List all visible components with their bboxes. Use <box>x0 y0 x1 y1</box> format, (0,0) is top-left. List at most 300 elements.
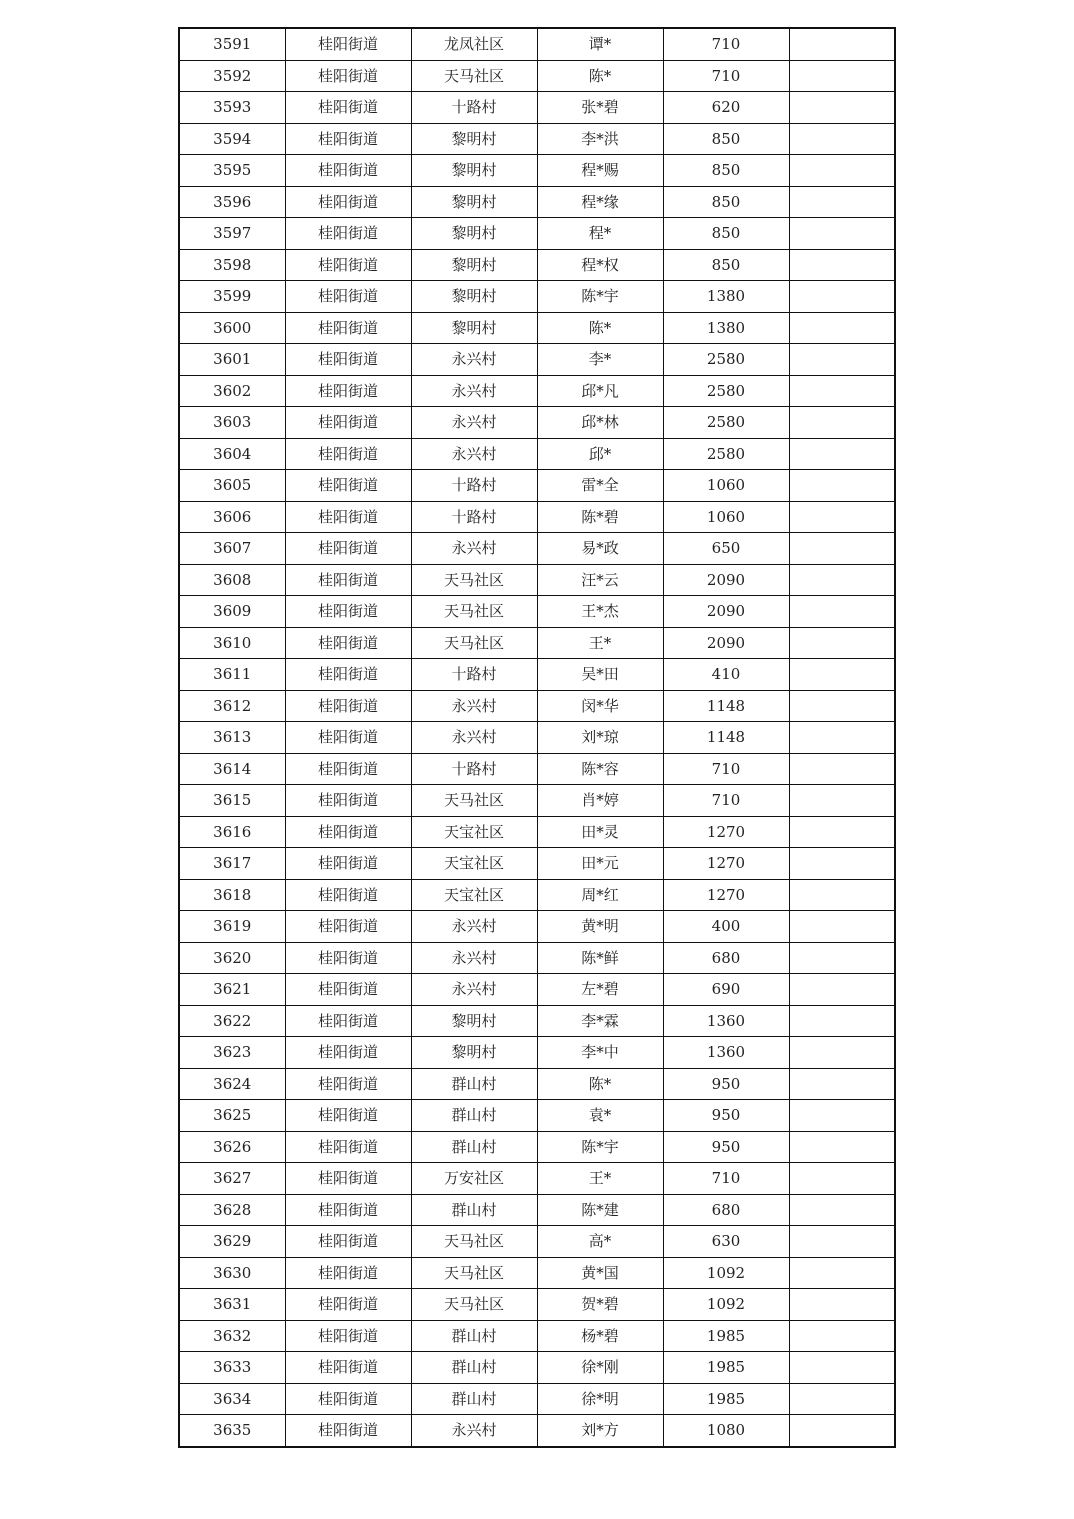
serial-number-cell: 3613 <box>179 722 285 754</box>
serial-number-cell: 3633 <box>179 1352 285 1384</box>
amount-cell: 1380 <box>663 281 789 313</box>
person-name-cell: 刘*方 <box>537 1415 663 1447</box>
street-cell: 桂阳街道 <box>285 816 411 848</box>
street-cell: 桂阳街道 <box>285 60 411 92</box>
street-cell: 桂阳街道 <box>285 375 411 407</box>
amount-cell: 710 <box>663 785 789 817</box>
amount-cell: 1985 <box>663 1320 789 1352</box>
remark-cell <box>789 501 895 533</box>
table-row <box>179 785 895 817</box>
remark-cell <box>789 1257 895 1289</box>
person-name-cell: 周*红 <box>537 879 663 911</box>
community-cell: 黎明村 <box>411 312 537 344</box>
amount-cell: 1270 <box>663 816 789 848</box>
remark-cell <box>789 375 895 407</box>
remark-cell <box>789 249 895 281</box>
table-row <box>179 1320 895 1352</box>
person-name-cell: 田*灵 <box>537 816 663 848</box>
street-cell: 桂阳街道 <box>285 1226 411 1258</box>
remark-cell <box>789 1068 895 1100</box>
street-cell: 桂阳街道 <box>285 1005 411 1037</box>
community-cell: 永兴村 <box>411 1415 537 1447</box>
person-name-cell: 左*碧 <box>537 974 663 1006</box>
amount-cell: 650 <box>663 533 789 565</box>
table-row <box>179 596 895 628</box>
serial-number-cell: 3600 <box>179 312 285 344</box>
serial-number-cell: 3604 <box>179 438 285 470</box>
amount-cell: 850 <box>663 218 789 250</box>
serial-number-cell: 3616 <box>179 816 285 848</box>
serial-number-cell: 3611 <box>179 659 285 691</box>
community-cell: 十路村 <box>411 659 537 691</box>
community-cell: 黎明村 <box>411 123 537 155</box>
table-row <box>179 564 895 596</box>
table-row <box>179 1226 895 1258</box>
community-cell: 群山村 <box>411 1100 537 1132</box>
street-cell: 桂阳街道 <box>285 1415 411 1447</box>
table-row <box>179 627 895 659</box>
community-cell: 永兴村 <box>411 407 537 439</box>
person-name-cell: 程* <box>537 218 663 250</box>
street-cell: 桂阳街道 <box>285 249 411 281</box>
street-cell: 桂阳街道 <box>285 1163 411 1195</box>
remark-cell <box>789 974 895 1006</box>
serial-number-cell: 3603 <box>179 407 285 439</box>
serial-number-cell: 3593 <box>179 92 285 124</box>
amount-cell: 950 <box>663 1131 789 1163</box>
community-cell: 黎明村 <box>411 1005 537 1037</box>
community-cell: 天马社区 <box>411 564 537 596</box>
community-cell: 群山村 <box>411 1383 537 1415</box>
street-cell: 桂阳街道 <box>285 753 411 785</box>
table-row <box>179 533 895 565</box>
serial-number-cell: 3620 <box>179 942 285 974</box>
serial-number-cell: 3629 <box>179 1226 285 1258</box>
amount-cell: 2580 <box>663 344 789 376</box>
amount-cell: 2090 <box>663 627 789 659</box>
table-row <box>179 659 895 691</box>
street-cell: 桂阳街道 <box>285 785 411 817</box>
person-name-cell: 陈*碧 <box>537 501 663 533</box>
serial-number-cell: 3632 <box>179 1320 285 1352</box>
person-name-cell: 肖*婷 <box>537 785 663 817</box>
community-cell: 黎明村 <box>411 281 537 313</box>
table-row <box>179 1068 895 1100</box>
community-cell: 天马社区 <box>411 627 537 659</box>
remark-cell <box>789 816 895 848</box>
serial-number-cell: 3592 <box>179 60 285 92</box>
amount-cell: 1080 <box>663 1415 789 1447</box>
person-name-cell: 陈*宇 <box>537 1131 663 1163</box>
table-row <box>179 974 895 1006</box>
table-row <box>179 218 895 250</box>
community-cell: 十路村 <box>411 501 537 533</box>
table-row <box>179 911 895 943</box>
amount-cell: 680 <box>663 942 789 974</box>
amount-cell: 680 <box>663 1194 789 1226</box>
person-name-cell: 程*权 <box>537 249 663 281</box>
serial-number-cell: 3619 <box>179 911 285 943</box>
amount-cell: 2090 <box>663 596 789 628</box>
remark-cell <box>789 1226 895 1258</box>
amount-cell: 850 <box>663 155 789 187</box>
person-name-cell: 陈*鲜 <box>537 942 663 974</box>
serial-number-cell: 3617 <box>179 848 285 880</box>
community-cell: 十路村 <box>411 753 537 785</box>
table-row <box>179 722 895 754</box>
table-row <box>179 186 895 218</box>
person-name-cell: 李*霖 <box>537 1005 663 1037</box>
community-cell: 天马社区 <box>411 60 537 92</box>
remark-cell <box>789 1352 895 1384</box>
serial-number-cell: 3631 <box>179 1289 285 1321</box>
remark-cell <box>789 218 895 250</box>
table-row <box>179 848 895 880</box>
community-cell: 天宝社区 <box>411 816 537 848</box>
amount-cell: 950 <box>663 1100 789 1132</box>
street-cell: 桂阳街道 <box>285 186 411 218</box>
community-cell: 龙凤社区 <box>411 28 537 60</box>
community-cell: 群山村 <box>411 1068 537 1100</box>
community-cell: 天马社区 <box>411 596 537 628</box>
person-name-cell: 王* <box>537 1163 663 1195</box>
table-body <box>179 28 895 1447</box>
serial-number-cell: 3609 <box>179 596 285 628</box>
street-cell: 桂阳街道 <box>285 1037 411 1069</box>
street-cell: 桂阳街道 <box>285 407 411 439</box>
amount-cell: 710 <box>663 753 789 785</box>
street-cell: 桂阳街道 <box>285 722 411 754</box>
street-cell: 桂阳街道 <box>285 123 411 155</box>
serial-number-cell: 3635 <box>179 1415 285 1447</box>
table-row <box>179 753 895 785</box>
street-cell: 桂阳街道 <box>285 564 411 596</box>
remark-cell <box>789 1415 895 1447</box>
table-row <box>179 1005 895 1037</box>
remark-cell <box>789 1100 895 1132</box>
street-cell: 桂阳街道 <box>285 690 411 722</box>
amount-cell: 1985 <box>663 1383 789 1415</box>
street-cell: 桂阳街道 <box>285 1194 411 1226</box>
table-row <box>179 1037 895 1069</box>
remark-cell <box>789 942 895 974</box>
serial-number-cell: 3597 <box>179 218 285 250</box>
serial-number-cell: 3624 <box>179 1068 285 1100</box>
community-cell: 黎明村 <box>411 218 537 250</box>
remark-cell <box>789 1194 895 1226</box>
table-row <box>179 816 895 848</box>
serial-number-cell: 3628 <box>179 1194 285 1226</box>
remark-cell <box>789 690 895 722</box>
remark-cell <box>789 596 895 628</box>
community-cell: 群山村 <box>411 1194 537 1226</box>
table-row <box>179 60 895 92</box>
street-cell: 桂阳街道 <box>285 501 411 533</box>
remark-cell <box>789 155 895 187</box>
amount-cell: 1360 <box>663 1037 789 1069</box>
street-cell: 桂阳街道 <box>285 596 411 628</box>
amount-cell: 1092 <box>663 1289 789 1321</box>
remark-cell <box>789 848 895 880</box>
serial-number-cell: 3625 <box>179 1100 285 1132</box>
community-cell: 黎明村 <box>411 186 537 218</box>
person-name-cell: 李* <box>537 344 663 376</box>
table-row <box>179 92 895 124</box>
remark-cell <box>789 533 895 565</box>
amount-cell: 2580 <box>663 375 789 407</box>
person-name-cell: 汪*云 <box>537 564 663 596</box>
remark-cell <box>789 281 895 313</box>
amount-cell: 1985 <box>663 1352 789 1384</box>
serial-number-cell: 3605 <box>179 470 285 502</box>
amount-cell: 1360 <box>663 1005 789 1037</box>
community-cell: 天马社区 <box>411 785 537 817</box>
person-name-cell: 黄*国 <box>537 1257 663 1289</box>
remark-cell <box>789 407 895 439</box>
serial-number-cell: 3627 <box>179 1163 285 1195</box>
table-row <box>179 1352 895 1384</box>
data-table <box>178 27 896 1448</box>
amount-cell: 1060 <box>663 501 789 533</box>
serial-number-cell: 3601 <box>179 344 285 376</box>
table-row <box>179 942 895 974</box>
street-cell: 桂阳街道 <box>285 911 411 943</box>
community-cell: 群山村 <box>411 1131 537 1163</box>
table-row <box>179 123 895 155</box>
amount-cell: 1092 <box>663 1257 789 1289</box>
remark-cell <box>789 659 895 691</box>
person-name-cell: 徐*明 <box>537 1383 663 1415</box>
remark-cell <box>789 60 895 92</box>
serial-number-cell: 3599 <box>179 281 285 313</box>
table-row <box>179 344 895 376</box>
table-row <box>179 312 895 344</box>
amount-cell: 410 <box>663 659 789 691</box>
amount-cell: 850 <box>663 249 789 281</box>
remark-cell <box>789 28 895 60</box>
serial-number-cell: 3591 <box>179 28 285 60</box>
person-name-cell: 邱*凡 <box>537 375 663 407</box>
community-cell: 天马社区 <box>411 1289 537 1321</box>
person-name-cell: 吴*田 <box>537 659 663 691</box>
amount-cell: 950 <box>663 1068 789 1100</box>
person-name-cell: 程*赐 <box>537 155 663 187</box>
amount-cell: 710 <box>663 1163 789 1195</box>
serial-number-cell: 3623 <box>179 1037 285 1069</box>
amount-cell: 690 <box>663 974 789 1006</box>
table-row <box>179 690 895 722</box>
street-cell: 桂阳街道 <box>285 879 411 911</box>
person-name-cell: 刘*琼 <box>537 722 663 754</box>
table-row <box>179 1257 895 1289</box>
amount-cell: 1270 <box>663 879 789 911</box>
person-name-cell: 谭* <box>537 28 663 60</box>
table-row <box>179 501 895 533</box>
serial-number-cell: 3615 <box>179 785 285 817</box>
street-cell: 桂阳街道 <box>285 281 411 313</box>
community-cell: 十路村 <box>411 92 537 124</box>
table-row <box>179 1415 895 1447</box>
street-cell: 桂阳街道 <box>285 344 411 376</box>
amount-cell: 1380 <box>663 312 789 344</box>
amount-cell: 630 <box>663 1226 789 1258</box>
table-row <box>179 1289 895 1321</box>
serial-number-cell: 3602 <box>179 375 285 407</box>
table-row <box>179 1194 895 1226</box>
amount-cell: 400 <box>663 911 789 943</box>
person-name-cell: 袁* <box>537 1100 663 1132</box>
person-name-cell: 邱*林 <box>537 407 663 439</box>
serial-number-cell: 3606 <box>179 501 285 533</box>
community-cell: 永兴村 <box>411 722 537 754</box>
remark-cell <box>789 92 895 124</box>
amount-cell: 850 <box>663 186 789 218</box>
serial-number-cell: 3614 <box>179 753 285 785</box>
community-cell: 群山村 <box>411 1352 537 1384</box>
street-cell: 桂阳街道 <box>285 1352 411 1384</box>
community-cell: 永兴村 <box>411 911 537 943</box>
community-cell: 永兴村 <box>411 690 537 722</box>
person-name-cell: 高* <box>537 1226 663 1258</box>
person-name-cell: 王* <box>537 627 663 659</box>
person-name-cell: 黄*明 <box>537 911 663 943</box>
serial-number-cell: 3621 <box>179 974 285 1006</box>
serial-number-cell: 3634 <box>179 1383 285 1415</box>
serial-number-cell: 3608 <box>179 564 285 596</box>
street-cell: 桂阳街道 <box>285 533 411 565</box>
community-cell: 永兴村 <box>411 533 537 565</box>
street-cell: 桂阳街道 <box>285 627 411 659</box>
table-row <box>179 407 895 439</box>
serial-number-cell: 3596 <box>179 186 285 218</box>
remark-cell <box>789 722 895 754</box>
street-cell: 桂阳街道 <box>285 92 411 124</box>
person-name-cell: 陈* <box>537 312 663 344</box>
table-row <box>179 879 895 911</box>
amount-cell: 1270 <box>663 848 789 880</box>
remark-cell <box>789 1131 895 1163</box>
person-name-cell: 陈*宇 <box>537 281 663 313</box>
street-cell: 桂阳街道 <box>285 942 411 974</box>
street-cell: 桂阳街道 <box>285 1320 411 1352</box>
street-cell: 桂阳街道 <box>285 1289 411 1321</box>
remark-cell <box>789 1163 895 1195</box>
remark-cell <box>789 879 895 911</box>
table-row <box>179 1163 895 1195</box>
remark-cell <box>789 1289 895 1321</box>
table-row <box>179 1100 895 1132</box>
table-row <box>179 438 895 470</box>
street-cell: 桂阳街道 <box>285 28 411 60</box>
amount-cell: 2580 <box>663 407 789 439</box>
person-name-cell: 贺*碧 <box>537 1289 663 1321</box>
amount-cell: 1060 <box>663 470 789 502</box>
amount-cell: 1148 <box>663 690 789 722</box>
street-cell: 桂阳街道 <box>285 1131 411 1163</box>
person-name-cell: 陈*容 <box>537 753 663 785</box>
remark-cell <box>789 312 895 344</box>
street-cell: 桂阳街道 <box>285 1383 411 1415</box>
serial-number-cell: 3594 <box>179 123 285 155</box>
table-row <box>179 155 895 187</box>
amount-cell: 1148 <box>663 722 789 754</box>
remark-cell <box>789 1320 895 1352</box>
amount-cell: 710 <box>663 28 789 60</box>
amount-cell: 2580 <box>663 438 789 470</box>
remark-cell <box>789 186 895 218</box>
serial-number-cell: 3607 <box>179 533 285 565</box>
street-cell: 桂阳街道 <box>285 155 411 187</box>
community-cell: 十路村 <box>411 470 537 502</box>
street-cell: 桂阳街道 <box>285 974 411 1006</box>
street-cell: 桂阳街道 <box>285 1257 411 1289</box>
person-name-cell: 李*洪 <box>537 123 663 155</box>
remark-cell <box>789 911 895 943</box>
amount-cell: 850 <box>663 123 789 155</box>
remark-cell <box>789 1383 895 1415</box>
community-cell: 天马社区 <box>411 1226 537 1258</box>
remark-cell <box>789 344 895 376</box>
remark-cell <box>789 753 895 785</box>
community-cell: 天宝社区 <box>411 848 537 880</box>
remark-cell <box>789 1037 895 1069</box>
table-row <box>179 281 895 313</box>
remark-cell <box>789 123 895 155</box>
person-name-cell: 程*缘 <box>537 186 663 218</box>
street-cell: 桂阳街道 <box>285 1068 411 1100</box>
serial-number-cell: 3610 <box>179 627 285 659</box>
amount-cell: 2090 <box>663 564 789 596</box>
person-name-cell: 杨*碧 <box>537 1320 663 1352</box>
serial-number-cell: 3622 <box>179 1005 285 1037</box>
amount-cell: 620 <box>663 92 789 124</box>
remark-cell <box>789 1005 895 1037</box>
street-cell: 桂阳街道 <box>285 1100 411 1132</box>
remark-cell <box>789 470 895 502</box>
serial-number-cell: 3598 <box>179 249 285 281</box>
community-cell: 万安社区 <box>411 1163 537 1195</box>
remark-cell <box>789 785 895 817</box>
person-name-cell: 田*元 <box>537 848 663 880</box>
person-name-cell: 陈*建 <box>537 1194 663 1226</box>
amount-cell: 710 <box>663 60 789 92</box>
community-cell: 黎明村 <box>411 155 537 187</box>
street-cell: 桂阳街道 <box>285 218 411 250</box>
person-name-cell: 张*碧 <box>537 92 663 124</box>
table-row <box>179 375 895 407</box>
serial-number-cell: 3595 <box>179 155 285 187</box>
serial-number-cell: 3630 <box>179 1257 285 1289</box>
community-cell: 黎明村 <box>411 1037 537 1069</box>
serial-number-cell: 3618 <box>179 879 285 911</box>
community-cell: 永兴村 <box>411 974 537 1006</box>
community-cell: 永兴村 <box>411 942 537 974</box>
person-name-cell: 雷*全 <box>537 470 663 502</box>
community-cell: 永兴村 <box>411 344 537 376</box>
person-name-cell: 陈* <box>537 60 663 92</box>
person-name-cell: 闵*华 <box>537 690 663 722</box>
person-name-cell: 邱* <box>537 438 663 470</box>
serial-number-cell: 3626 <box>179 1131 285 1163</box>
community-cell: 天宝社区 <box>411 879 537 911</box>
community-cell: 永兴村 <box>411 375 537 407</box>
table-row <box>179 1383 895 1415</box>
table-row <box>179 1131 895 1163</box>
table-row <box>179 470 895 502</box>
person-name-cell: 陈* <box>537 1068 663 1100</box>
community-cell: 永兴村 <box>411 438 537 470</box>
street-cell: 桂阳街道 <box>285 312 411 344</box>
